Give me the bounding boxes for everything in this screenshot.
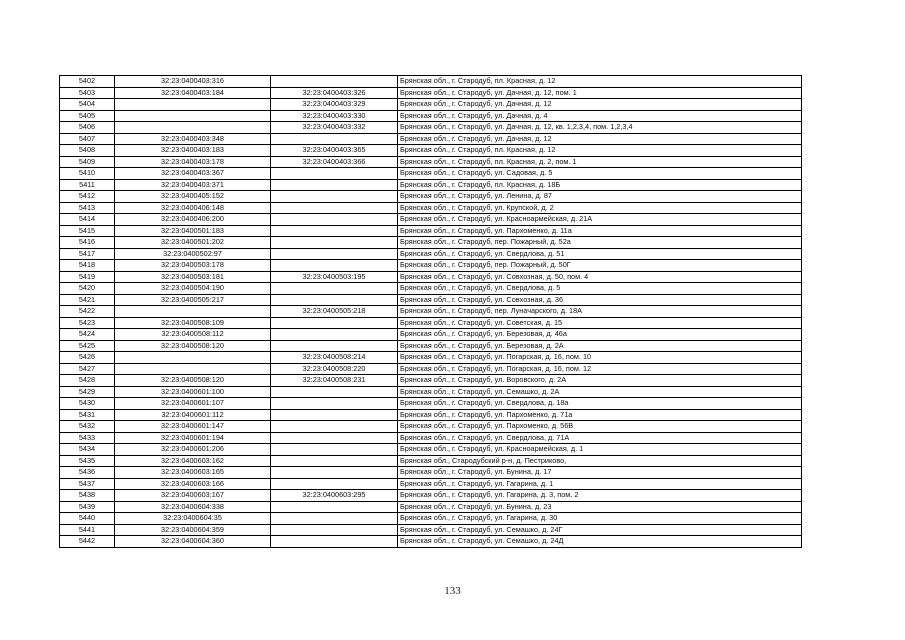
address-cell: Брянская обл., г. Стародуб, ул. Садовая, д. 5 xyxy=(398,168,802,180)
row-number-cell: 5423 xyxy=(60,317,115,329)
address-cell: Брянская обл., г. Стародуб, ул. Ленина, д. 87 xyxy=(398,191,802,203)
row-number-cell: 5406 xyxy=(60,122,115,134)
table-row xyxy=(60,202,802,214)
address-cell: Брянская обл., г. Стародуб, ул. Погарская, д. 16, пом. 12 xyxy=(398,363,802,375)
cadastral-number-cell: 32:23:0400601:107 xyxy=(115,398,271,410)
cadastral-number-cell: 32:23:0400604:35 xyxy=(115,513,271,525)
table-row xyxy=(60,375,802,387)
cadastral-number-cell: 32:23:0400601:100 xyxy=(115,386,271,398)
parent-cadastral-number-cell xyxy=(271,225,398,237)
parent-cadastral-number-cell xyxy=(271,283,398,295)
parent-cadastral-number-cell xyxy=(271,294,398,306)
address-cell: Брянская обл., г. Стародуб, ул. Свердлова, д. 51 xyxy=(398,248,802,260)
table-row xyxy=(60,478,802,490)
table-row xyxy=(60,99,802,111)
row-number-cell: 5411 xyxy=(60,179,115,191)
cadastral-number-cell: 32:23:0400403:348 xyxy=(115,133,271,145)
cadastral-number-cell: 32:23:0400508:120 xyxy=(115,340,271,352)
row-number-cell: 5441 xyxy=(60,524,115,536)
parent-cadastral-number-cell: 32:23:0400403:332 xyxy=(271,122,398,134)
row-number-cell: 5402 xyxy=(60,76,115,88)
parent-cadastral-number-cell xyxy=(271,317,398,329)
row-number-cell: 5424 xyxy=(60,329,115,341)
parent-cadastral-number-cell xyxy=(271,524,398,536)
address-cell: Брянская обл., г. Стародуб, ул. Дачная, д. 12 xyxy=(398,133,802,145)
address-cell: Брянская обл., г. Стародуб, ул. Гагарина, д. 3, пом. 2 xyxy=(398,490,802,502)
address-cell: Брянская обл., г. Стародуб, ул. Свердлова, д. 18а xyxy=(398,398,802,410)
cadastral-number-cell: 32:23:0400604:359 xyxy=(115,524,271,536)
table-row xyxy=(60,352,802,364)
row-number-cell: 5437 xyxy=(60,478,115,490)
cadastral-number-cell: 32:23:0400406:148 xyxy=(115,202,271,214)
table-row xyxy=(60,145,802,157)
parent-cadastral-number-cell: 32:23:0400403:326 xyxy=(271,87,398,99)
row-number-cell: 5413 xyxy=(60,202,115,214)
parent-cadastral-number-cell xyxy=(271,444,398,456)
table-row xyxy=(60,490,802,502)
address-cell: Брянская обл., г. Стародуб, пл. Красная, д. 2, пом. 1 xyxy=(398,156,802,168)
address-cell: Брянская обл., г. Стародуб, ул. Гагарина, д. 1 xyxy=(398,478,802,490)
row-number-cell: 5442 xyxy=(60,536,115,548)
parent-cadastral-number-cell xyxy=(271,513,398,525)
table-row xyxy=(60,191,802,203)
table-row xyxy=(60,294,802,306)
address-cell: Брянская обл., г. Стародуб, пл. Красная, д. 12 xyxy=(398,76,802,88)
cadastral-number-cell: 32:23:0400501:183 xyxy=(115,225,271,237)
row-number-cell: 5439 xyxy=(60,501,115,513)
parent-cadastral-number-cell xyxy=(271,421,398,433)
cadastral-number-cell: 32:23:0400405:152 xyxy=(115,191,271,203)
cadastral-number-cell xyxy=(115,122,271,134)
address-cell: Брянская обл., г. Стародуб, пер. Пожарный, д. 50Г xyxy=(398,260,802,272)
parent-cadastral-number-cell xyxy=(271,133,398,145)
row-number-cell: 5425 xyxy=(60,340,115,352)
row-number-cell: 5440 xyxy=(60,513,115,525)
cadastral-number-cell: 32:23:0400403:316 xyxy=(115,76,271,88)
cadastral-number-cell: 32:23:0400502:97 xyxy=(115,248,271,260)
table-body xyxy=(60,76,802,548)
parent-cadastral-number-cell xyxy=(271,467,398,479)
row-number-cell: 5410 xyxy=(60,168,115,180)
parent-cadastral-number-cell xyxy=(271,340,398,352)
address-cell: Брянская обл., г. Стародуб, ул. Бунина, д. 23 xyxy=(398,501,802,513)
cadastral-number-cell xyxy=(115,363,271,375)
cadastral-number-cell: 32:23:0400603:166 xyxy=(115,478,271,490)
table-row xyxy=(60,110,802,122)
address-cell: Брянская обл., г. Стародуб, пер. Луначарского, д. 18А xyxy=(398,306,802,318)
parent-cadastral-number-cell: 32:23:0400505:218 xyxy=(271,306,398,318)
address-cell: Брянская обл., г. Стародуб, ул. Гагарина, д. 30 xyxy=(398,513,802,525)
parent-cadastral-number-cell xyxy=(271,455,398,467)
table-row xyxy=(60,283,802,295)
cadastral-number-cell: 32:23:0400403:183 xyxy=(115,145,271,157)
cadastral-number-cell: 32:23:0400403:371 xyxy=(115,179,271,191)
row-number-cell: 5432 xyxy=(60,421,115,433)
address-cell: Брянская обл., г. Стародуб, пл. Красная, д. 18Б xyxy=(398,179,802,191)
address-cell: Брянская обл., г. Стародуб, ул. Семашко, д. 2А xyxy=(398,386,802,398)
cadastral-number-cell: 32:23:0400505:217 xyxy=(115,294,271,306)
parent-cadastral-number-cell: 32:23:0400403:329 xyxy=(271,99,398,111)
row-number-cell: 5408 xyxy=(60,145,115,157)
address-cell: Брянская обл., г. Стародуб, ул. Березовая, д. 2А xyxy=(398,340,802,352)
address-cell: Брянская обл., г. Стародуб, ул. Совхозная, д. 50, пом. 4 xyxy=(398,271,802,283)
parent-cadastral-number-cell: 32:23:0400403:330 xyxy=(271,110,398,122)
table-row xyxy=(60,363,802,375)
table-row xyxy=(60,467,802,479)
parent-cadastral-number-cell: 32:23:0400508:220 xyxy=(271,363,398,375)
address-cell: Брянская обл., г. Стародуб, ул. Дачная, д. 12, кв. 1,2,3,4, пом. 1,2,3,4 xyxy=(398,122,802,134)
cadastral-number-cell: 32:23:0400601:112 xyxy=(115,409,271,421)
table-row xyxy=(60,501,802,513)
row-number-cell: 5404 xyxy=(60,99,115,111)
parent-cadastral-number-cell xyxy=(271,432,398,444)
parent-cadastral-number-cell xyxy=(271,214,398,226)
cadastral-number-cell: 32:23:0400503:181 xyxy=(115,271,271,283)
parent-cadastral-number-cell xyxy=(271,260,398,272)
table-row xyxy=(60,524,802,536)
table-row xyxy=(60,329,802,341)
parent-cadastral-number-cell xyxy=(271,478,398,490)
row-number-cell: 5427 xyxy=(60,363,115,375)
row-number-cell: 5403 xyxy=(60,87,115,99)
address-cell: Брянская обл., г. Стародуб, ул. Семашко, д. 24Г xyxy=(398,524,802,536)
table-row xyxy=(60,340,802,352)
cadastral-number-cell: 32:23:0400503:178 xyxy=(115,260,271,272)
parent-cadastral-number-cell: 32:23:0400508:214 xyxy=(271,352,398,364)
table-row xyxy=(60,122,802,134)
cadastral-number-cell xyxy=(115,110,271,122)
address-cell: Брянская обл., г. Стародуб, ул. Дачная, д. 12, пом. 1 xyxy=(398,87,802,99)
address-cell: Брянская обл., г. Стародуб, ул. Советская, д. 15 xyxy=(398,317,802,329)
parent-cadastral-number-cell xyxy=(271,202,398,214)
address-cell: Брянская обл., г. Стародуб, ул. Пархоменко, д. 11а xyxy=(398,225,802,237)
property-register-table xyxy=(59,75,802,548)
row-number-cell: 5419 xyxy=(60,271,115,283)
table-row xyxy=(60,386,802,398)
row-number-cell: 5414 xyxy=(60,214,115,226)
parent-cadastral-number-cell: 32:23:0400503:195 xyxy=(271,271,398,283)
address-cell: Брянская обл., Стародубский р-н, д. Пестриково, xyxy=(398,455,802,467)
row-number-cell: 5415 xyxy=(60,225,115,237)
address-cell: Брянская обл., г. Стародуб, ул. Дачная, д. 4 xyxy=(398,110,802,122)
table-row xyxy=(60,168,802,180)
table-row xyxy=(60,271,802,283)
address-cell: Брянская обл., г. Стародуб, пл. Красная, д. 12 xyxy=(398,145,802,157)
row-number-cell: 5412 xyxy=(60,191,115,203)
table-row xyxy=(60,536,802,548)
parent-cadastral-number-cell xyxy=(271,248,398,260)
table-row xyxy=(60,179,802,191)
row-number-cell: 5420 xyxy=(60,283,115,295)
parent-cadastral-number-cell xyxy=(271,329,398,341)
table-row xyxy=(60,409,802,421)
row-number-cell: 5422 xyxy=(60,306,115,318)
address-cell: Брянская обл., г. Стародуб, ул. Свердлова, д. 5 xyxy=(398,283,802,295)
cadastral-number-cell: 32:23:0400501:202 xyxy=(115,237,271,249)
address-cell: Брянская обл., г. Стародуб, ул. Погарская, д. 16, пом. 10 xyxy=(398,352,802,364)
row-number-cell: 5436 xyxy=(60,467,115,479)
address-cell: Брянская обл., г. Стародуб, ул. Совхозная, д. 36 xyxy=(398,294,802,306)
parent-cadastral-number-cell: 32:23:0400403:366 xyxy=(271,156,398,168)
table-row xyxy=(60,317,802,329)
parent-cadastral-number-cell xyxy=(271,409,398,421)
parent-cadastral-number-cell xyxy=(271,536,398,548)
address-cell: Брянская обл., г. Стародуб, ул. Бунина, д. 17 xyxy=(398,467,802,479)
cadastral-number-cell: 32:23:0400603:167 xyxy=(115,490,271,502)
row-number-cell: 5438 xyxy=(60,490,115,502)
row-number-cell: 5421 xyxy=(60,294,115,306)
parent-cadastral-number-cell xyxy=(271,76,398,88)
table-row xyxy=(60,306,802,318)
cadastral-number-cell: 32:23:0400604:338 xyxy=(115,501,271,513)
cadastral-number-cell: 32:23:0400601:147 xyxy=(115,421,271,433)
cadastral-number-cell: 32:23:0400403:184 xyxy=(115,87,271,99)
table-row xyxy=(60,87,802,99)
address-cell: Брянская обл., г. Стародуб, ул. Березовая, д. 46а xyxy=(398,329,802,341)
row-number-cell: 5435 xyxy=(60,455,115,467)
cadastral-number-cell xyxy=(115,99,271,111)
parent-cadastral-number-cell xyxy=(271,398,398,410)
address-cell: Брянская обл., г. Стародуб, ул. Красноармейская, д. 1 xyxy=(398,444,802,456)
row-number-cell: 5417 xyxy=(60,248,115,260)
address-cell: Брянская обл., г. Стародуб, ул. Воровского, д. 2А xyxy=(398,375,802,387)
row-number-cell: 5418 xyxy=(60,260,115,272)
parent-cadastral-number-cell xyxy=(271,501,398,513)
table-row xyxy=(60,260,802,272)
cadastral-number-cell: 32:23:0400504:190 xyxy=(115,283,271,295)
table-row xyxy=(60,455,802,467)
cadastral-number-cell: 32:23:0400601:206 xyxy=(115,444,271,456)
cadastral-number-cell: 32:23:0400403:367 xyxy=(115,168,271,180)
table-row xyxy=(60,444,802,456)
address-cell: Брянская обл., г. Стародуб, ул. Красноармейская, д. 21А xyxy=(398,214,802,226)
cadastral-number-cell: 32:23:0400601:194 xyxy=(115,432,271,444)
table-row xyxy=(60,214,802,226)
parent-cadastral-number-cell xyxy=(271,168,398,180)
row-number-cell: 5434 xyxy=(60,444,115,456)
row-number-cell: 5426 xyxy=(60,352,115,364)
table-row xyxy=(60,76,802,88)
table-row xyxy=(60,225,802,237)
row-number-cell: 5433 xyxy=(60,432,115,444)
cadastral-number-cell: 32:23:0400508:109 xyxy=(115,317,271,329)
row-number-cell: 5407 xyxy=(60,133,115,145)
row-number-cell: 5430 xyxy=(60,398,115,410)
cadastral-number-cell: 32:23:0400603:162 xyxy=(115,455,271,467)
cadastral-number-cell xyxy=(115,306,271,318)
row-number-cell: 5431 xyxy=(60,409,115,421)
row-number-cell: 5429 xyxy=(60,386,115,398)
address-cell: Брянская обл., г. Стародуб, пер. Пожарный, д. 52а xyxy=(398,237,802,249)
parent-cadastral-number-cell: 32:23:0400603:295 xyxy=(271,490,398,502)
parent-cadastral-number-cell xyxy=(271,179,398,191)
address-cell: Брянская обл., г. Стародуб, ул. Крупской, д. 2 xyxy=(398,202,802,214)
parent-cadastral-number-cell: 32:23:0400403:365 xyxy=(271,145,398,157)
parent-cadastral-number-cell: 32:23:0400508:231 xyxy=(271,375,398,387)
table-row xyxy=(60,432,802,444)
cadastral-number-cell xyxy=(115,352,271,364)
address-cell: Брянская обл., г. Стародуб, ул. Пархоменко, д. 56В xyxy=(398,421,802,433)
row-number-cell: 5416 xyxy=(60,237,115,249)
cadastral-number-cell: 32:23:0400403:178 xyxy=(115,156,271,168)
table-row xyxy=(60,237,802,249)
cadastral-number-cell: 32:23:0400603:165 xyxy=(115,467,271,479)
cadastral-number-cell: 32:23:0400508:120 xyxy=(115,375,271,387)
table-row xyxy=(60,156,802,168)
cadastral-number-cell: 32:23:0400406:200 xyxy=(115,214,271,226)
cadastral-number-cell: 32:23:0400604:360 xyxy=(115,536,271,548)
row-number-cell: 5405 xyxy=(60,110,115,122)
row-number-cell: 5428 xyxy=(60,375,115,387)
row-number-cell: 5409 xyxy=(60,156,115,168)
parent-cadastral-number-cell xyxy=(271,237,398,249)
cadastral-number-cell: 32:23:0400508:112 xyxy=(115,329,271,341)
address-cell: Брянская обл., г. Стародуб, ул. Свердлова, д. 71А xyxy=(398,432,802,444)
address-cell: Брянская обл., г. Стародуб, ул. Дачная, д. 12 xyxy=(398,99,802,111)
page-number: 133 xyxy=(444,585,461,597)
address-cell: Брянская обл., г. Стародуб, ул. Пархоменко, д. 71а xyxy=(398,409,802,421)
parent-cadastral-number-cell xyxy=(271,191,398,203)
address-cell: Брянская обл., г. Стародуб, ул. Семашко, д. 24Д xyxy=(398,536,802,548)
table-row xyxy=(60,513,802,525)
table-row xyxy=(60,133,802,145)
table-row xyxy=(60,421,802,433)
parent-cadastral-number-cell xyxy=(271,386,398,398)
table-row xyxy=(60,398,802,410)
table-row xyxy=(60,248,802,260)
